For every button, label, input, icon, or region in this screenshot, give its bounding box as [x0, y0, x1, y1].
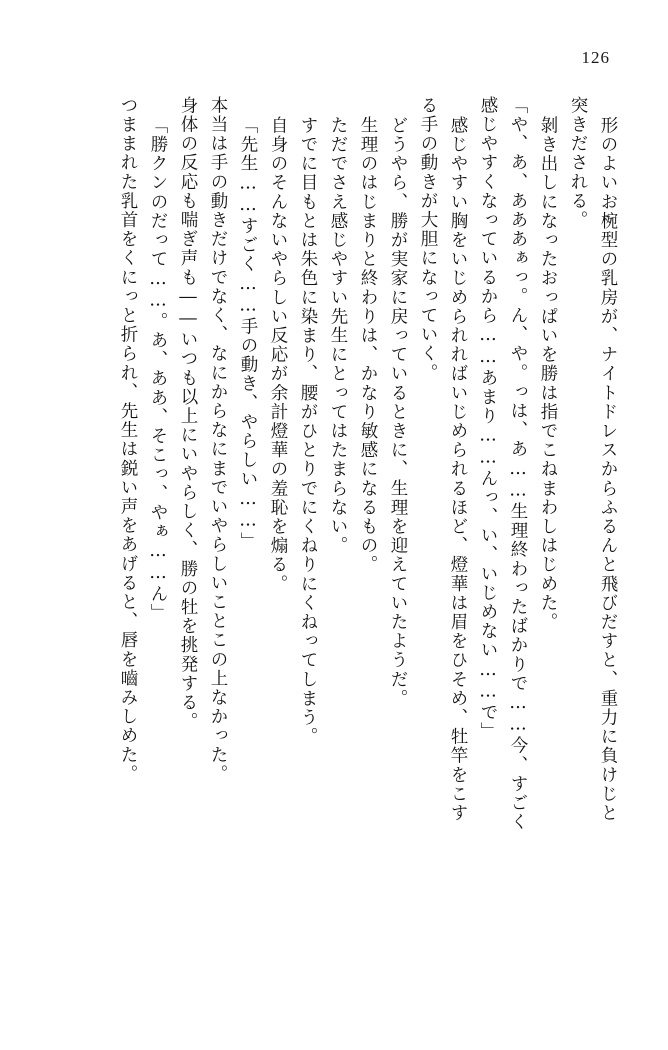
page-number: 126: [581, 48, 610, 67]
text-line: 感じやすくなっているから……あまり……んっ、い、いじめない……で」: [478, 96, 498, 742]
text-line: 生理のはじまりと終わりは、かなり敏感になるもの。: [358, 116, 378, 575]
text-line: 「勝クンのだって……。あ、ああ、そこっ、やぁ……ん」: [148, 116, 168, 623]
text-line: 突きだされる。: [568, 96, 588, 230]
text-line: 感じやすい胸をいじめられればいじめられるほど、燈華は眉をひそめ、牡竿をこす: [448, 116, 468, 823]
vertical-text-block: [48, 96, 616, 980]
text-line: る手の動きが大胆になっていく。: [418, 96, 438, 383]
text-line: 本当は手の動きだけでなく、なにからなにまでいやらしいことこの上なかった。: [208, 96, 228, 784]
text-line: 自身のそんないやらしい反応が余計燈華の羞恥を煽る。: [268, 116, 288, 594]
text-line: どうやら、勝が実家に戻っているときに、生理を迎えていたようだ。: [388, 116, 408, 709]
text-line: 形のよいお椀型の乳房が、ナイトドレスからふるんと飛びだすと、重力に負けじと: [598, 116, 618, 823]
text-line: 「先生……すごく……手の動き、やらしい……」: [238, 116, 258, 552]
text-line: 「や、あ、あああぁっ。ん、や。っは、あ……生理終わったばかりで……今、すごく: [508, 96, 528, 832]
text-line: ただでさえ感じやすい先生にとってはたまらない。: [328, 116, 348, 556]
text-line: 剝き出しになったおっぱいを勝は指でこねまわしはじめた。: [538, 116, 558, 632]
text-line: 身体の反応も喘ぎ声も――いつも以上にいやらしく、勝の牡を挑発する。: [178, 96, 198, 732]
text-line: つままれた乳首をくにっと折られ、先生は鋭い声をあげると、唇を嚙みしめた。: [118, 96, 138, 784]
text-line: すでに目もとは朱色に染まり、腰がひとりでにくねりにくねってしまう。: [298, 116, 318, 747]
